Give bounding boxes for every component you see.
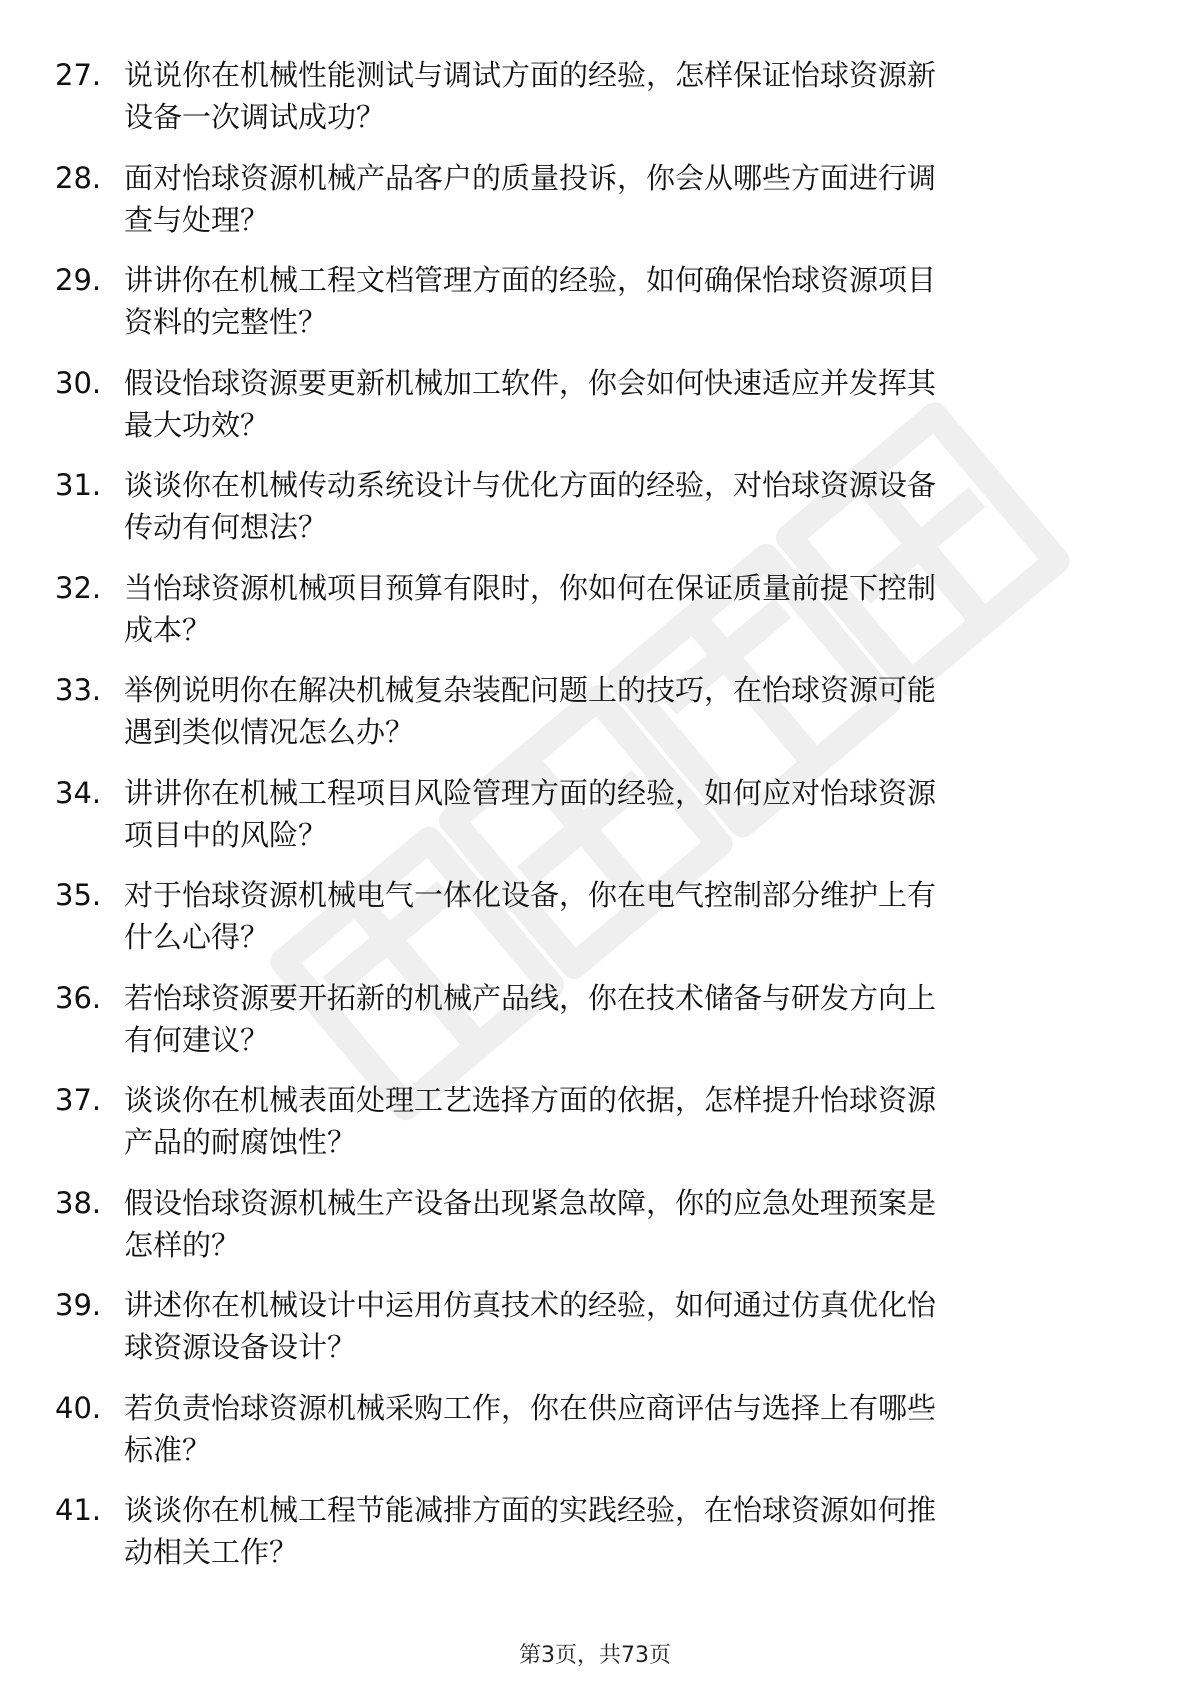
question-item <box>0 462 1190 565</box>
question-text-line: 项目中的风险？ <box>124 817 328 852</box>
question-text <box>124 362 1124 446</box>
question-number: 29. <box>55 263 102 297</box>
question-text-line: 讲讲你在机械工程项目风险管理方面的经验，如何应对怡球资源 <box>124 775 937 810</box>
question-text <box>124 1284 1124 1368</box>
question-text <box>124 772 1124 856</box>
question-text-line: 什么心得？ <box>124 920 270 954</box>
question-text-line: 最大功效？ <box>124 407 270 442</box>
question-text-line: 产品的耐腐蚀性？ <box>124 1125 357 1159</box>
question-item <box>0 1180 1190 1283</box>
question-item <box>0 1385 1190 1488</box>
question-number: 39. <box>55 1288 102 1322</box>
question-text-line: 标准？ <box>124 1432 212 1467</box>
question-text <box>124 1182 1124 1266</box>
question-text-line: 谈谈你在机械传动系统设计与优化方面的经验，对怡球资源设备 <box>124 468 937 502</box>
question-text-line: 若负责怡球资源机械采购工作，你在供应商评估与选择上有哪些 <box>124 1390 937 1425</box>
question-text-line: 面对怡球资源机械产品客户的质量投诉，你会从哪些方面进行调 <box>124 160 937 195</box>
question-number: 38. <box>55 1185 102 1220</box>
question-text <box>124 669 1124 753</box>
question-text <box>124 1489 1124 1573</box>
question-item <box>0 770 1190 873</box>
question-number: 31. <box>55 468 102 502</box>
question-number: 36. <box>55 980 102 1015</box>
question-item <box>0 975 1190 1078</box>
question-number: 33. <box>55 673 102 707</box>
question-item <box>0 360 1190 463</box>
question-item <box>0 1282 1190 1385</box>
question-number: 32. <box>55 570 102 605</box>
page-number-label: 第3页，共73页 <box>519 1643 671 1668</box>
question-list <box>0 52 1190 1590</box>
question-text-line: 动相关工作？ <box>124 1535 299 1569</box>
question-text <box>124 1387 1124 1471</box>
question-text-line: 讲讲你在机械工程文档管理方面的经验，如何确保怡球资源项目 <box>124 263 937 297</box>
question-number: 27. <box>55 58 102 92</box>
question-text-line: 当怡球资源机械项目预算有限时，你如何在保证质量前提下控制 <box>124 570 937 605</box>
question-text-line: 讲述你在机械设计中运用仿真技术的经验，如何通过仿真优化怡 <box>124 1288 937 1322</box>
question-item <box>0 565 1190 668</box>
question-text <box>124 567 1124 651</box>
question-number: 30. <box>55 365 102 400</box>
question-text-line: 谈谈你在机械表面处理工艺选择方面的依据，怎样提升怡球资源 <box>124 1083 937 1117</box>
question-text-line: 有何建议？ <box>124 1022 270 1057</box>
question-text-line: 若怡球资源要开拓新的机械产品线，你在技术储备与研发方向上 <box>124 980 937 1015</box>
question-text-line: 遇到类似情况怎么办？ <box>124 715 415 749</box>
question-item <box>0 1487 1190 1590</box>
question-item <box>0 52 1190 155</box>
page-footer <box>0 1638 1190 1669</box>
question-text <box>124 977 1124 1061</box>
question-text-line: 怎样的？ <box>124 1227 241 1262</box>
question-number: 34. <box>55 775 102 810</box>
question-text-line: 假设怡球资源机械生产设备出现紧急故障，你的应急处理预案是 <box>124 1185 937 1220</box>
question-number: 28. <box>55 160 102 195</box>
question-text-line: 成本？ <box>124 612 212 647</box>
question-text-line: 资料的完整性？ <box>124 305 328 339</box>
question-text <box>124 157 1124 241</box>
question-text-line: 假设怡球资源要更新机械加工软件，你会如何快速适应并发挥其 <box>124 365 937 400</box>
question-item <box>0 667 1190 770</box>
question-text-line: 查与处理？ <box>124 202 270 237</box>
question-number: 35. <box>55 878 102 912</box>
question-text <box>124 1079 1124 1163</box>
question-text <box>124 464 1124 548</box>
question-text <box>124 259 1124 343</box>
question-item <box>0 1077 1190 1180</box>
question-text-line: 设备一次调试成功？ <box>124 100 386 134</box>
question-text-line: 传动有何想法？ <box>124 510 328 544</box>
question-text <box>124 54 1124 138</box>
question-text-line: 说说你在机械性能测试与调试方面的经验，怎样保证怡球资源新 <box>124 58 937 92</box>
question-text <box>124 874 1124 958</box>
question-item <box>0 872 1190 975</box>
question-text-line: 举例说明你在解决机械复杂装配问题上的技巧，在怡球资源可能 <box>124 673 937 707</box>
question-item <box>0 155 1190 258</box>
question-text-line: 球资源设备设计？ <box>124 1330 357 1364</box>
question-text-line: 对于怡球资源机械电气一体化设备，你在电气控制部分维护上有 <box>124 878 937 912</box>
question-number: 41. <box>55 1493 102 1527</box>
question-number: 37. <box>55 1083 102 1117</box>
question-text-line: 谈谈你在机械工程节能减排方面的实践经验，在怡球资源如何推 <box>124 1493 937 1527</box>
question-item <box>0 257 1190 360</box>
question-number: 40. <box>55 1390 102 1425</box>
